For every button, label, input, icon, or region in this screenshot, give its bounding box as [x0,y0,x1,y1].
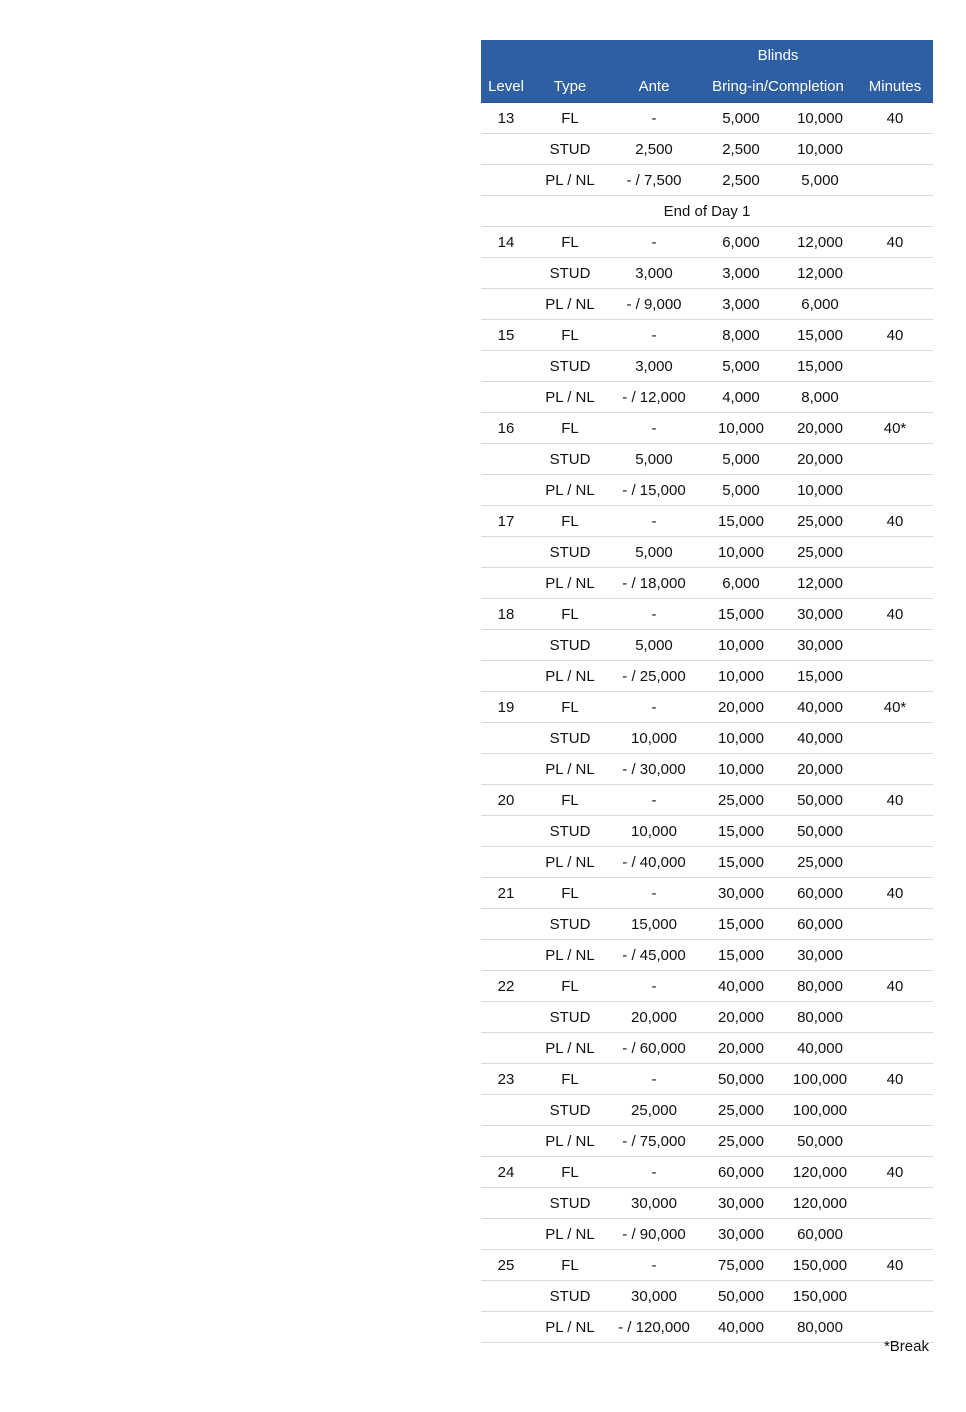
cell-completion: 20,000 [783,444,857,475]
cell-bring-in: 20,000 [699,1033,783,1064]
cell-level [481,475,531,506]
cell-minutes [857,1033,933,1064]
cell-type: STUD [531,1095,609,1126]
cell-level [481,1219,531,1250]
cell-type: FL [531,227,609,258]
table-row [481,1095,933,1126]
cell-minutes: 40* [857,692,933,723]
cell-bring-in: 30,000 [699,1219,783,1250]
cell-minutes [857,940,933,971]
cell-type: STUD [531,723,609,754]
cell-ante: 15,000 [609,909,699,940]
cell-completion: 80,000 [783,1312,857,1343]
cell-completion: 15,000 [783,351,857,382]
cell-minutes [857,723,933,754]
cell-bring-in: 10,000 [699,630,783,661]
cell-type: PL / NL [531,475,609,506]
table-row [481,103,933,134]
table-row [481,692,933,723]
table-row [481,1064,933,1095]
cell-minutes [857,568,933,599]
cell-ante: 3,000 [609,258,699,289]
cell-level [481,537,531,568]
header-spacer [481,40,531,71]
cell-level [481,165,531,196]
cell-level [481,382,531,413]
cell-level: 24 [481,1157,531,1188]
cell-bring-in: 10,000 [699,537,783,568]
table-row [481,1157,933,1188]
table-row [481,227,933,258]
cell-type: STUD [531,816,609,847]
cell-ante: - [609,971,699,1002]
break-footnote: *Break [883,1338,929,1355]
cell-type: FL [531,878,609,909]
cell-ante: - / 7,500 [609,165,699,196]
cell-ante: - / 120,000 [609,1312,699,1343]
cell-type: FL [531,1250,609,1281]
cell-completion: 30,000 [783,940,857,971]
cell-type: STUD [531,537,609,568]
cell-type: PL / NL [531,289,609,320]
cell-type: PL / NL [531,568,609,599]
cell-ante: 2,500 [609,134,699,165]
table-row [481,785,933,816]
cell-ante: - / 25,000 [609,661,699,692]
cell-bring-in: 5,000 [699,475,783,506]
cell-level [481,630,531,661]
cell-bring-in: 30,000 [699,878,783,909]
cell-type: STUD [531,258,609,289]
header-spacer [531,40,609,71]
cell-type: PL / NL [531,1126,609,1157]
cell-type: PL / NL [531,661,609,692]
cell-completion: 60,000 [783,909,857,940]
cell-level [481,258,531,289]
cell-minutes [857,847,933,878]
cell-completion: 20,000 [783,413,857,444]
cell-completion: 100,000 [783,1095,857,1126]
cell-minutes: 40* [857,413,933,444]
cell-bring-in: 15,000 [699,940,783,971]
cell-bring-in: 60,000 [699,1157,783,1188]
cell-completion: 50,000 [783,816,857,847]
cell-minutes [857,134,933,165]
table-row [481,971,933,1002]
cell-ante: - [609,103,699,134]
cell-level: 23 [481,1064,531,1095]
table-row [481,909,933,940]
cell-minutes: 40 [857,506,933,537]
cell-ante: - [609,599,699,630]
cell-bring-in: 3,000 [699,289,783,320]
table-row [481,320,933,351]
cell-level: 18 [481,599,531,630]
cell-level [481,909,531,940]
header-type: Type [531,71,609,103]
cell-minutes: 40 [857,971,933,1002]
cell-ante: - [609,692,699,723]
cell-ante: - [609,1250,699,1281]
cell-minutes [857,754,933,785]
cell-minutes [857,1219,933,1250]
cell-bring-in: 5,000 [699,444,783,475]
cell-completion: 10,000 [783,475,857,506]
cell-completion: 150,000 [783,1281,857,1312]
end-of-day-note: End of Day 1 [481,196,933,227]
cell-minutes [857,1095,933,1126]
cell-bring-in: 20,000 [699,692,783,723]
cell-ante: 5,000 [609,537,699,568]
table-row [481,723,933,754]
cell-ante: 20,000 [609,1002,699,1033]
table-row [481,847,933,878]
cell-level [481,351,531,382]
cell-type: PL / NL [531,1219,609,1250]
cell-completion: 40,000 [783,1033,857,1064]
cell-bring-in: 50,000 [699,1064,783,1095]
cell-bring-in: 25,000 [699,1095,783,1126]
section-note-row [481,196,933,227]
cell-minutes [857,258,933,289]
cell-completion: 15,000 [783,320,857,351]
table-row [481,444,933,475]
cell-minutes: 40 [857,1157,933,1188]
cell-completion: 20,000 [783,754,857,785]
cell-type: STUD [531,444,609,475]
table-row [481,754,933,785]
cell-minutes [857,1126,933,1157]
table-row [481,599,933,630]
table-row [481,351,933,382]
cell-minutes [857,909,933,940]
table-row [481,506,933,537]
cell-minutes [857,351,933,382]
cell-level [481,444,531,475]
cell-ante: - [609,1157,699,1188]
cell-level: 20 [481,785,531,816]
cell-type: FL [531,692,609,723]
table-row [481,1250,933,1281]
cell-completion: 6,000 [783,289,857,320]
cell-type: FL [531,320,609,351]
cell-ante: - [609,413,699,444]
table-row [481,1033,933,1064]
cell-level [481,1095,531,1126]
cell-type: PL / NL [531,382,609,413]
cell-minutes [857,1188,933,1219]
table-header [481,40,933,103]
cell-completion: 50,000 [783,1126,857,1157]
cell-bring-in: 25,000 [699,1126,783,1157]
header-blinds-group: Blinds [699,40,857,71]
cell-ante: - [609,1064,699,1095]
cell-ante: - / 40,000 [609,847,699,878]
cell-bring-in: 10,000 [699,754,783,785]
cell-type: PL / NL [531,165,609,196]
table-row [481,630,933,661]
cell-level [481,723,531,754]
cell-type: FL [531,413,609,444]
cell-level [481,568,531,599]
cell-completion: 100,000 [783,1064,857,1095]
cell-ante: - / 12,000 [609,382,699,413]
cell-completion: 60,000 [783,878,857,909]
cell-ante: 30,000 [609,1281,699,1312]
cell-bring-in: 10,000 [699,723,783,754]
table-row [481,165,933,196]
cell-bring-in: 75,000 [699,1250,783,1281]
cell-completion: 80,000 [783,1002,857,1033]
cell-type: PL / NL [531,847,609,878]
cell-bring-in: 25,000 [699,785,783,816]
cell-ante: - / 18,000 [609,568,699,599]
table-row [481,258,933,289]
cell-level: 17 [481,506,531,537]
header-bring-in-completion: Bring-in/Completion [699,71,857,103]
cell-type: STUD [531,351,609,382]
cell-type: PL / NL [531,754,609,785]
cell-bring-in: 5,000 [699,351,783,382]
header-level: Level [481,71,531,103]
cell-ante: - [609,878,699,909]
cell-level [481,1002,531,1033]
cell-ante: 5,000 [609,444,699,475]
cell-bring-in: 5,000 [699,103,783,134]
cell-minutes [857,165,933,196]
cell-ante: - [609,320,699,351]
cell-level [481,289,531,320]
cell-completion: 40,000 [783,723,857,754]
cell-bring-in: 40,000 [699,1312,783,1343]
cell-ante: 30,000 [609,1188,699,1219]
cell-minutes: 40 [857,227,933,258]
cell-level [481,1281,531,1312]
cell-bring-in: 3,000 [699,258,783,289]
cell-bring-in: 2,500 [699,134,783,165]
cell-level: 19 [481,692,531,723]
cell-type: FL [531,506,609,537]
cell-completion: 12,000 [783,258,857,289]
blind-structure-table [481,40,933,1343]
cell-completion: 12,000 [783,227,857,258]
cell-minutes [857,382,933,413]
cell-ante: - / 15,000 [609,475,699,506]
cell-type: STUD [531,1281,609,1312]
cell-type: FL [531,1064,609,1095]
cell-type: FL [531,785,609,816]
cell-ante: - / 60,000 [609,1033,699,1064]
cell-completion: 5,000 [783,165,857,196]
cell-level [481,847,531,878]
cell-completion: 8,000 [783,382,857,413]
cell-type: PL / NL [531,940,609,971]
cell-level [481,134,531,165]
cell-type: FL [531,971,609,1002]
cell-ante: - / 30,000 [609,754,699,785]
cell-bring-in: 30,000 [699,1188,783,1219]
cell-ante: 25,000 [609,1095,699,1126]
cell-type: FL [531,103,609,134]
table-row [481,1188,933,1219]
cell-level [481,1126,531,1157]
cell-bring-in: 40,000 [699,971,783,1002]
cell-ante: - / 90,000 [609,1219,699,1250]
cell-minutes [857,1002,933,1033]
table-row [481,413,933,444]
table-row [481,816,933,847]
cell-type: PL / NL [531,1312,609,1343]
cell-minutes: 40 [857,878,933,909]
cell-minutes [857,661,933,692]
cell-bring-in: 2,500 [699,165,783,196]
cell-bring-in: 6,000 [699,568,783,599]
cell-completion: 25,000 [783,537,857,568]
cell-ante: - [609,506,699,537]
table-row [481,661,933,692]
table-row [481,289,933,320]
table-row [481,940,933,971]
cell-level [481,1188,531,1219]
cell-ante: - [609,227,699,258]
cell-completion: 80,000 [783,971,857,1002]
cell-ante: - [609,785,699,816]
cell-level: 21 [481,878,531,909]
table-row [481,1219,933,1250]
cell-minutes: 40 [857,1064,933,1095]
cell-bring-in: 10,000 [699,661,783,692]
cell-bring-in: 4,000 [699,382,783,413]
cell-completion: 25,000 [783,847,857,878]
cell-ante: 10,000 [609,723,699,754]
cell-bring-in: 15,000 [699,847,783,878]
table-row [481,1281,933,1312]
cell-completion: 10,000 [783,134,857,165]
cell-completion: 10,000 [783,103,857,134]
cell-completion: 150,000 [783,1250,857,1281]
cell-minutes [857,630,933,661]
cell-bring-in: 15,000 [699,599,783,630]
cell-ante: 10,000 [609,816,699,847]
cell-completion: 15,000 [783,661,857,692]
table-row [481,382,933,413]
blind-structure-table-container [481,40,933,1343]
cell-minutes: 40 [857,599,933,630]
cell-completion: 40,000 [783,692,857,723]
cell-level [481,816,531,847]
cell-level: 14 [481,227,531,258]
cell-completion: 60,000 [783,1219,857,1250]
cell-bring-in: 50,000 [699,1281,783,1312]
cell-ante: 3,000 [609,351,699,382]
cell-level: 16 [481,413,531,444]
cell-level: 22 [481,971,531,1002]
cell-minutes: 40 [857,785,933,816]
cell-type: FL [531,599,609,630]
header-spacer [609,40,699,71]
table-body [481,103,933,1343]
cell-level: 15 [481,320,531,351]
cell-type: PL / NL [531,1033,609,1064]
cell-completion: 50,000 [783,785,857,816]
cell-minutes: 40 [857,1250,933,1281]
cell-ante: - / 9,000 [609,289,699,320]
table-row [481,1002,933,1033]
cell-bring-in: 15,000 [699,506,783,537]
cell-completion: 25,000 [783,506,857,537]
cell-ante: 5,000 [609,630,699,661]
cell-ante: - / 75,000 [609,1126,699,1157]
cell-bring-in: 6,000 [699,227,783,258]
header-minutes: Minutes [857,71,933,103]
cell-bring-in: 10,000 [699,413,783,444]
cell-level [481,754,531,785]
cell-ante: - / 45,000 [609,940,699,971]
cell-minutes [857,816,933,847]
cell-type: STUD [531,134,609,165]
cell-minutes [857,289,933,320]
cell-type: FL [531,1157,609,1188]
cell-completion: 12,000 [783,568,857,599]
cell-bring-in: 20,000 [699,1002,783,1033]
cell-bring-in: 15,000 [699,816,783,847]
cell-level [481,940,531,971]
table-row [481,878,933,909]
cell-level [481,661,531,692]
table-row [481,568,933,599]
cell-minutes [857,1281,933,1312]
cell-minutes [857,444,933,475]
cell-level: 13 [481,103,531,134]
cell-minutes [857,537,933,568]
table-row [481,537,933,568]
cell-type: STUD [531,1188,609,1219]
cell-completion: 120,000 [783,1188,857,1219]
cell-minutes: 40 [857,103,933,134]
header-ante: Ante [609,71,699,103]
cell-type: STUD [531,1002,609,1033]
table-row [481,134,933,165]
cell-completion: 30,000 [783,630,857,661]
cell-bring-in: 15,000 [699,909,783,940]
table-row [481,1126,933,1157]
cell-level: 25 [481,1250,531,1281]
cell-level [481,1033,531,1064]
cell-completion: 30,000 [783,599,857,630]
table-row [481,475,933,506]
cell-bring-in: 8,000 [699,320,783,351]
cell-minutes: 40 [857,320,933,351]
cell-type: STUD [531,909,609,940]
cell-type: STUD [531,630,609,661]
cell-minutes [857,475,933,506]
header-spacer [857,40,933,71]
cell-completion: 120,000 [783,1157,857,1188]
